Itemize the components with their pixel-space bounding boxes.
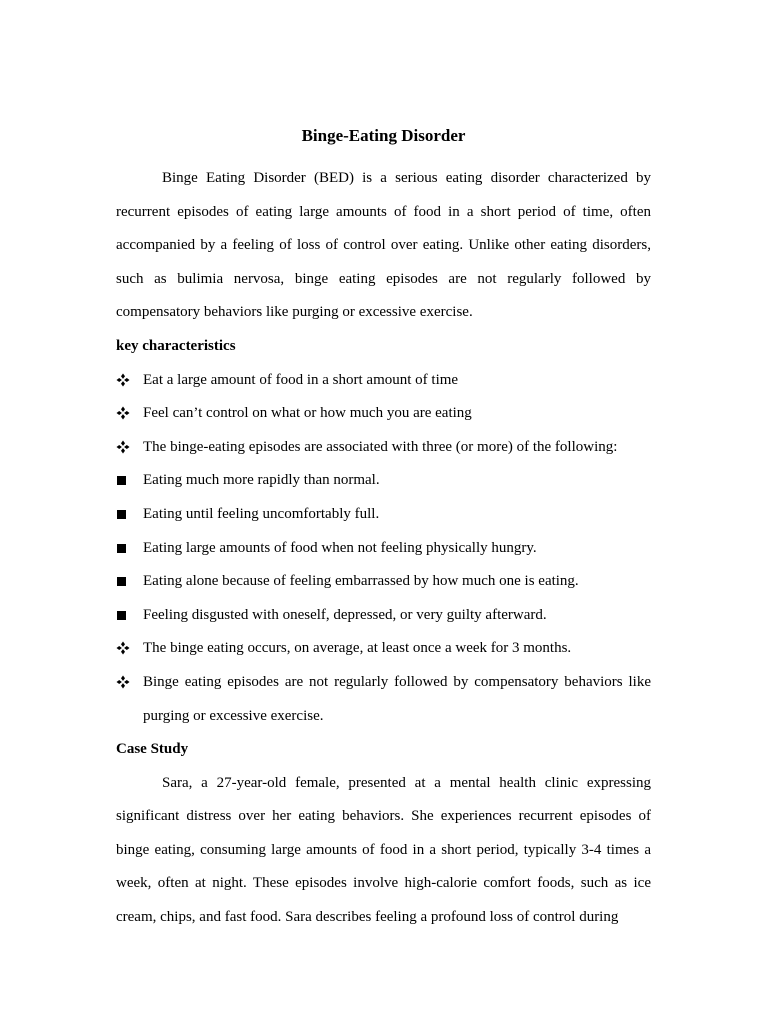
square-bullet-icon [116, 532, 143, 566]
list-item [116, 599, 651, 633]
list-item-text: The binge-eating episodes are associated with three (or more) of the following: [143, 438, 618, 455]
list-item-text: Eating until feeling uncomfortably full. [143, 505, 380, 522]
list-item [116, 364, 651, 398]
square-bullet-icon [116, 464, 143, 498]
document-title: Binge-Eating Disorder [301, 126, 466, 145]
list-item [116, 565, 651, 599]
list-item [116, 532, 651, 566]
intro-paragraph: Binge Eating Disorder (BED) is a serious eating disorder characterized by recurrent episodes of eating large amounts of food in a short period of time, often accompanied by a feeling of loss of control over eating. Unlike other eating disorders, such as bulimia nervosa, binge eating episodes are not regularly followed by compensatory behaviors like purging or excessive exercise. [116, 170, 651, 321]
case-study-paragraph: Sara, a 27-year-old female, presented at a mental health clinic expressing significant distress over her eating behaviors. She experiences recurrent episodes of binge eating, consuming large amounts of food in a short period, typically 3-4 times a week, often at night. These episodes involve high-calorie comfort foods, such as ice cream, chips, and fast food. Sara describes feeling a profound loss of control during [116, 774, 651, 926]
diamond-bullet-icon [116, 431, 143, 465]
list-item-text: The binge eating occurs, on average, at least once a week for 3 months. [143, 640, 572, 657]
diamond-bullet-icon [116, 364, 143, 398]
diamond-bullet-icon [116, 666, 143, 700]
list-item-text: Eating large amounts of food when not feeling physically hungry. [143, 539, 537, 556]
list-item [116, 666, 651, 733]
diamond-bullet-icon [116, 632, 143, 666]
case-study-heading: Case Study [116, 741, 189, 758]
list-item-text: Eat a large amount of food in a short amount of time [143, 371, 459, 388]
list-item-text: Eating alone because of feeling embarrassed by how much one is eating. [143, 573, 579, 590]
list-item-text: Feeling disgusted with oneself, depressed, or very guilty afterward. [143, 606, 547, 623]
diamond-bullet-icon [116, 397, 143, 431]
list-item [116, 431, 651, 465]
list-item-text: Binge eating episodes are not regularly followed by compensatory behaviors like purging or excessive exercise. [143, 673, 651, 724]
list-item-text: Eating much more rapidly than normal. [143, 472, 380, 489]
list-item [116, 464, 651, 498]
list-item [116, 632, 651, 666]
square-bullet-icon [116, 498, 143, 532]
characteristics-list [116, 364, 651, 734]
square-bullet-icon [116, 599, 143, 633]
list-item-text: Feel can’t control on what or how much you are eating [143, 405, 472, 422]
key-characteristics-heading: key characteristics [116, 337, 236, 354]
document-body [116, 124, 651, 935]
square-bullet-icon [116, 565, 143, 599]
list-item [116, 397, 651, 431]
list-item [116, 498, 651, 532]
